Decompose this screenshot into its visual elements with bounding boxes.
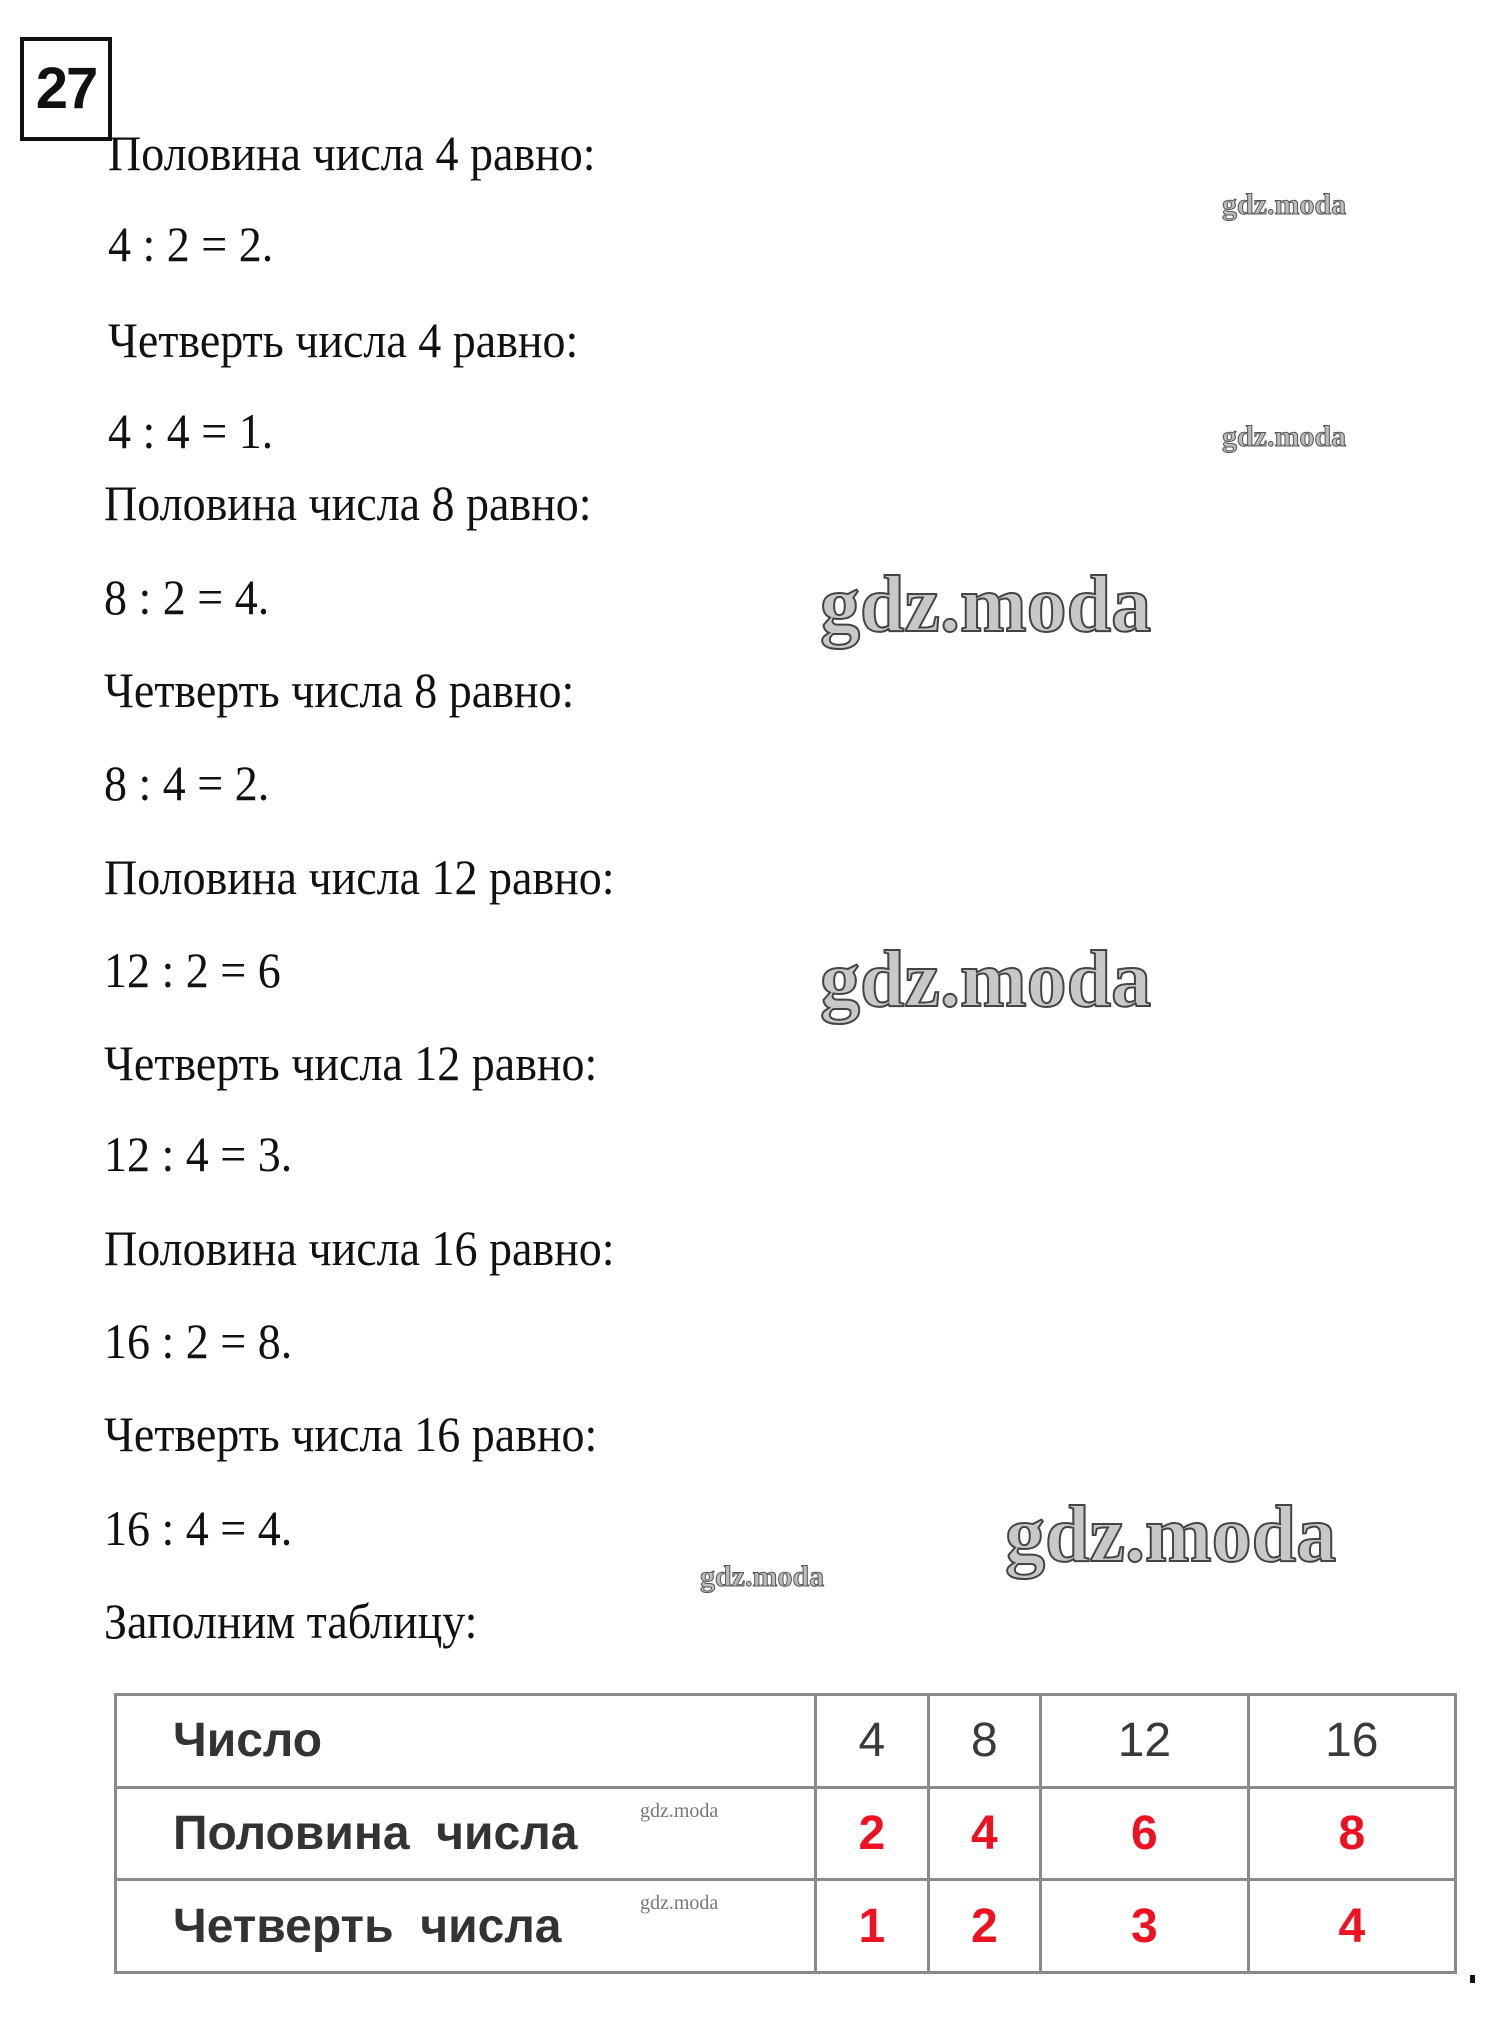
equation-line: 12 : 4 = 3. [104,1126,293,1182]
table-cell: 4 [816,1695,929,1788]
text-line: Половина числа 8 равно: [104,475,592,531]
answer-cell: 4 [928,1787,1041,1880]
equation-line: 16 : 4 = 4. [104,1500,293,1556]
table-row [116,1695,1456,1788]
text-line: Половина числа 12 равно: [104,849,615,905]
answer-cell: 2 [928,1880,1041,1973]
row-label: Четверть числа [116,1880,816,1973]
answer-table [114,1693,1457,1974]
answer-cell: 4 [1248,1880,1455,1973]
table-row [116,1787,1456,1880]
equation-line: 4 : 4 = 1. [108,403,274,459]
watermark: gdz.moda [640,1892,719,1914]
watermark: gdz.moda [1005,1491,1337,1579]
answer-cell: 1 [816,1880,929,1973]
watermark: gdz.moda [640,1800,719,1822]
equation-line: 8 : 2 = 4. [104,569,270,625]
equation-line: 12 : 2 = 6 [104,942,281,998]
text-line: Половина числа 4 равно: [108,125,596,181]
answer-cell: 3 [1041,1880,1248,1973]
watermark: gdz.moda [820,936,1152,1024]
answer-cell: 2 [816,1787,929,1880]
text-line: Четверть числа 12 равно: [104,1035,598,1091]
watermark: gdz.moda [1222,420,1347,453]
watermark: gdz.moda [820,561,1152,649]
row-label: Половина числа [116,1787,816,1880]
table-cell: 12 [1041,1695,1248,1788]
equation-line: 4 : 2 = 2. [108,216,274,272]
text-line: Половина числа 16 равно: [104,1220,615,1276]
watermark: gdz.moda [1222,188,1347,221]
table-cell: 16 [1248,1695,1455,1788]
answer-cell: 6 [1041,1787,1248,1880]
period-mark [1470,1975,1475,1983]
table-cell: 8 [928,1695,1041,1788]
table-row [116,1880,1456,1973]
text-line: Четверть числа 16 равно: [104,1406,598,1462]
text-line: Четверть числа 8 равно: [104,662,575,718]
watermark: gdz.moda [700,1560,825,1593]
row-label: Число [116,1695,816,1788]
answer-cell: 8 [1248,1787,1455,1880]
task-number: 27 [20,37,112,141]
equation-line: 8 : 4 = 2. [104,755,270,811]
equation-line: 16 : 2 = 8. [104,1313,293,1369]
text-line: Четверть числа 4 равно: [108,312,579,368]
text-line: Заполним таблицу: [104,1593,478,1649]
